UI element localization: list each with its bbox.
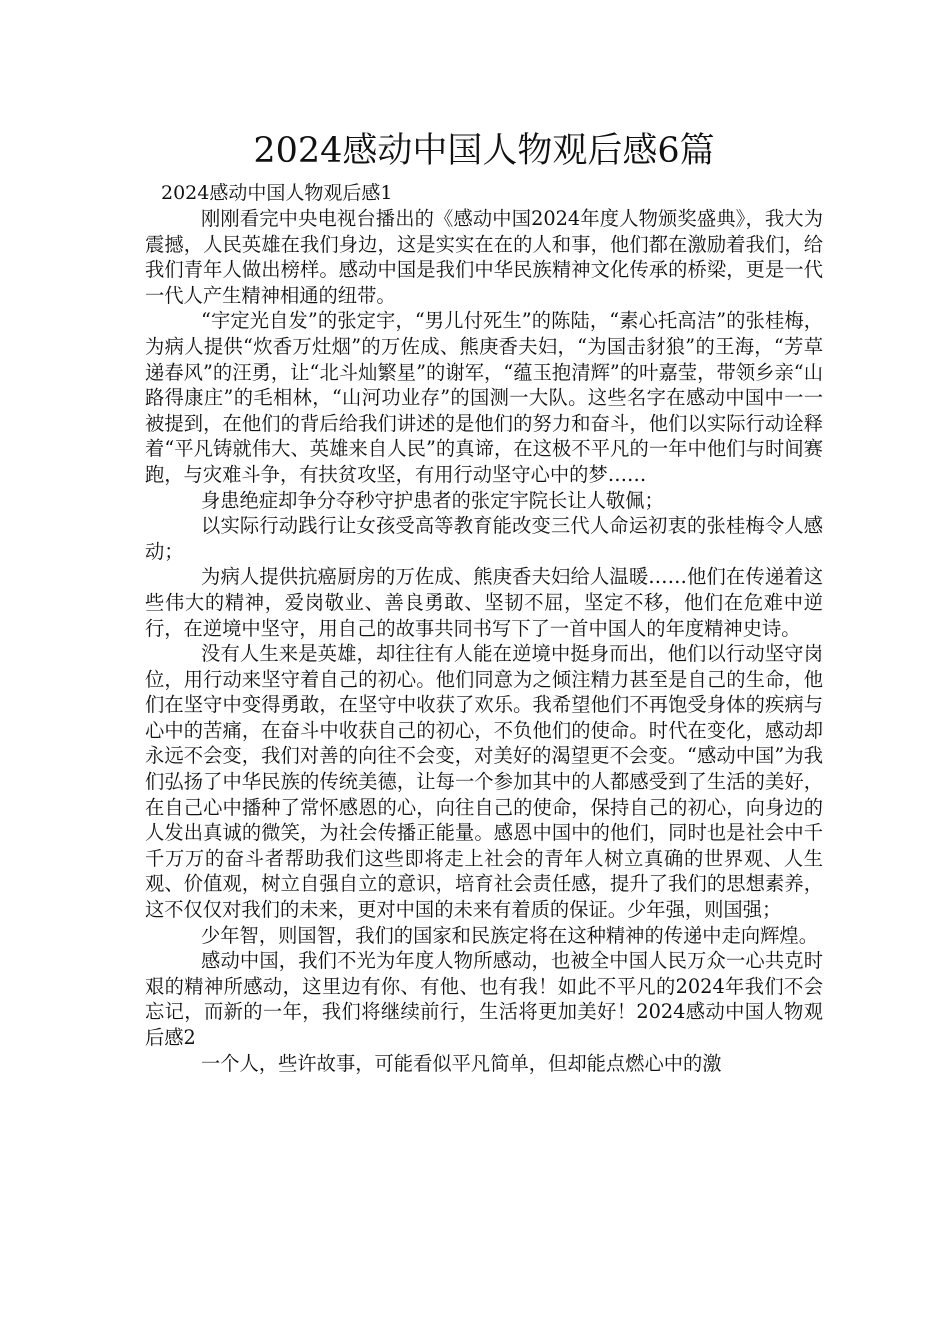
paragraph-4: 以实际行动践行让女孩受高等教育能改变三代人命运初衷的张桂梅令人感动；: [145, 514, 823, 563]
paragraph-5: 为病人提供抗癌厨房的万佐成、熊庚香夫妇给人温暖……他们在传递着这些伟大的精神，爱岗敬业、善良勇敢、坚韧不屈，坚定不移，他们在危难中逆行，在逆境中坚守，用自己的故事共同书写下了一首中国人的年度精神史诗。: [145, 565, 823, 640]
document-page: [145, 126, 823, 1076]
paragraph-8: 感动中国，我们不光为年度人物所感动，也被全中国人民万众一心共克时艰的精神所感动，这里边有你、有他、也有我！如此不平凡的2024年我们不会忘记，而新的一年，我们将继续前行，生活将更加美好！2024感动中国人物观后感2: [145, 949, 823, 1049]
paragraph-6: 没有人生来是英雄，却往往有人能在逆境中挺身而出，他们以行动坚守岗位，用行动来坚守着自己的初心。他们同意为之倾注精力甚至是自己的生命，他们在坚守中变得勇敢，在坚守中收获了欢乐。我希望他们不再饱受身体的疾病与心中的苦痛，在奋斗中收获自己的初心，不负他们的使命。时代在变化，感动却永远不会变，我们对善的向往不会变，对美好的渴望更不会变。“感动中国”为我们弘扬了中华民族的传统美德，让每一个参加其中的人都感受到了生活的美好，在自己心中播种了常怀感恩的心，向往自己的使命，保持自己的初心，向身边的人发出真诚的微笑，为社会传播正能量。感恩中国中的他们，同时也是社会中千千万万的奋斗者帮助我们这些即将走上社会的青年人树立真确的世界观、人生观、价值观，树立自强自立的意识，培育社会责任感，提升了我们的思想素养，这不仅仅对我们的未来，更对中国的未来有着质的保证。少年强，则国强；: [145, 642, 823, 922]
section-heading: 2024感动中国人物观后感1: [161, 182, 393, 204]
paragraph-7: 少年智，则国智，我们的国家和民族定将在这种精神的传递中走向辉煌。: [201, 923, 818, 947]
paragraph-3: 身患绝症却争分夺秒守护患者的张定宇院长让人敬佩；: [201, 488, 664, 512]
paragraph-1: 刚刚看完中央电视台播出的《感动中国2024年度人物颁奖盛典》，我大为震撼，人民英雄在我们身边，这是实实在在的人和事，他们都在激励着我们，给我们青年人做出榜样。感动中国是我们中华民族精神文化传承的桥梁，更是一代一代人产生精神相通的纽带。: [145, 207, 823, 307]
paragraph-2: “宇定光自发”的张定宇，“男儿付死生”的陈陆，“素心托高洁”的张桂梅，为病人提供“炊香万灶烟”的万佐成、熊庚香夫妇，“为国击豺狼”的王海，“芳草递春风”的汪勇，让“北斗灿繁星”的谢军，“蕴玉抱清辉”的叶嘉莹，带领乡亲“山路得康庄”的毛相林，“山河功业存”的国测一大队。这些名字在感动中国中一一被提到，在他们的背后给我们讲述的是他们的努力和奋斗，他们以实际行动诠释着“平凡铸就伟大、英雄来自人民”的真谛，在这极不平凡的一年中他们与时间赛跑，与灾难斗争，有扶贫攻坚，有用行动坚守心中的梦……: [145, 309, 823, 486]
document-title: 2024感动中国人物观后感6篇: [253, 131, 715, 171]
paragraph-9: 一个人，些许故事，可能看似平凡简单，但却能点燃心中的激: [201, 1051, 722, 1075]
